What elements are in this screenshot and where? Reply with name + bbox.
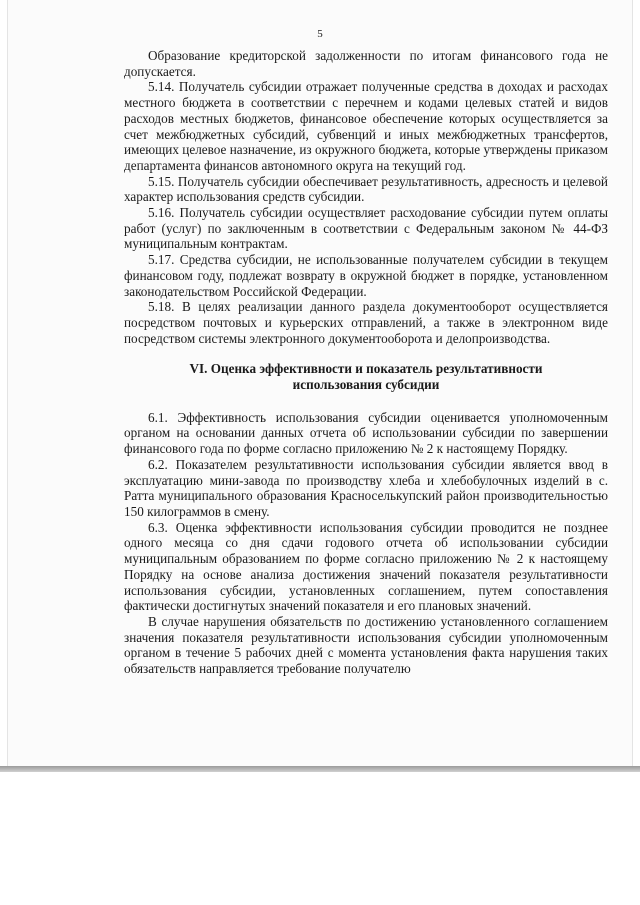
paragraph-5-14: 5.14. Получатель субсидии отражает полученные средства в доходах и расходах местного бюджета в соответствии с перечнем и кодами целевых статей и видов расходов местных бюджетов, финансовое обеспечение которых осуществляется за счет межбюджетных субсидий, субвенций и иных межбюджетных трансфертов, имеющих целевое назначение, из окружного бюджета, которые утверждены приказом департамента финансов автономного округа на текущий год.: [124, 79, 608, 173]
section-heading-line-2: использования субсидии: [292, 377, 440, 393]
document-page: [8, 0, 632, 766]
document-body: [124, 48, 608, 677]
paragraph-violation: В случае нарушения обязательств по достижению установленного соглашением значения показателя результативности использования субсидии уполномоченным органом в течение 5 рабочих дней с момента установления факта нарушения таких обязательств направляется требование получателю: [124, 613, 608, 677]
scan-edge: [0, 766, 640, 772]
paragraph-6-2: 6.2. Показателем результативности использования субсидии является ввод в эксплуатацию мини-завода по производству хлеба и хлебобулочных изделий в с. Ратта муниципального образования Красноселькупский район производительностью 150 килограммов в смену.: [124, 456, 608, 519]
page-number: 5: [317, 28, 323, 40]
paragraph-5-16: 5.16. Получатель субсидии осуществляет расходование субсидии путем оплаты работ (услуг) по заключенным в соответствии с Федеральным законом № 44-ФЗ муниципальным контрактам.: [124, 205, 608, 252]
section-heading-line-1: VI. Оценка эффективности и показатель результативности: [189, 361, 543, 377]
paragraph-5-17: 5.17. Средства субсидии, не использованные получателем субсидии в текущем финансовом году, подлежат возврату в окружной бюджет в порядке, установленном законодательством Российской Федерации.: [124, 252, 608, 299]
paragraph-5-18: 5.18. В целях реализации данного раздела документооборот осуществляется посредством почтовых и курьерских отправлений, а также в электронном виде посредством системы электронного документооборота и делопроизводства.: [124, 299, 608, 346]
paragraph-5-15: 5.15. Получатель субсидии обеспечивает результативность, адресность и целевой характер использования средств субсидии.: [124, 173, 608, 205]
paragraph-6-1: 6.1. Эффективность использования субсидии оценивается уполномоченным органом на основании данных отчета об использовании субсидии по завершении финансового года по форме согласно приложению № 2 к настоящему Порядку.: [124, 409, 608, 457]
paragraph-6-3: 6.3. Оценка эффективности использования субсидии проводится не позднее одного месяца со дня сдачи годового отчета об использовании субсидии муниципальным образованием по форме согласно приложению № 2 к настоящему Порядку на основе анализа достижения значений показателя результативности использования субсидии, установленных соглашением, путем сопоставления фактически достигнутых значений показателя и его плановых значений.: [124, 519, 608, 614]
section-heading: [124, 361, 608, 392]
paragraph-debt-prohibition: Образование кредиторской задолженности по итогам финансового года не допускается.: [124, 48, 608, 79]
